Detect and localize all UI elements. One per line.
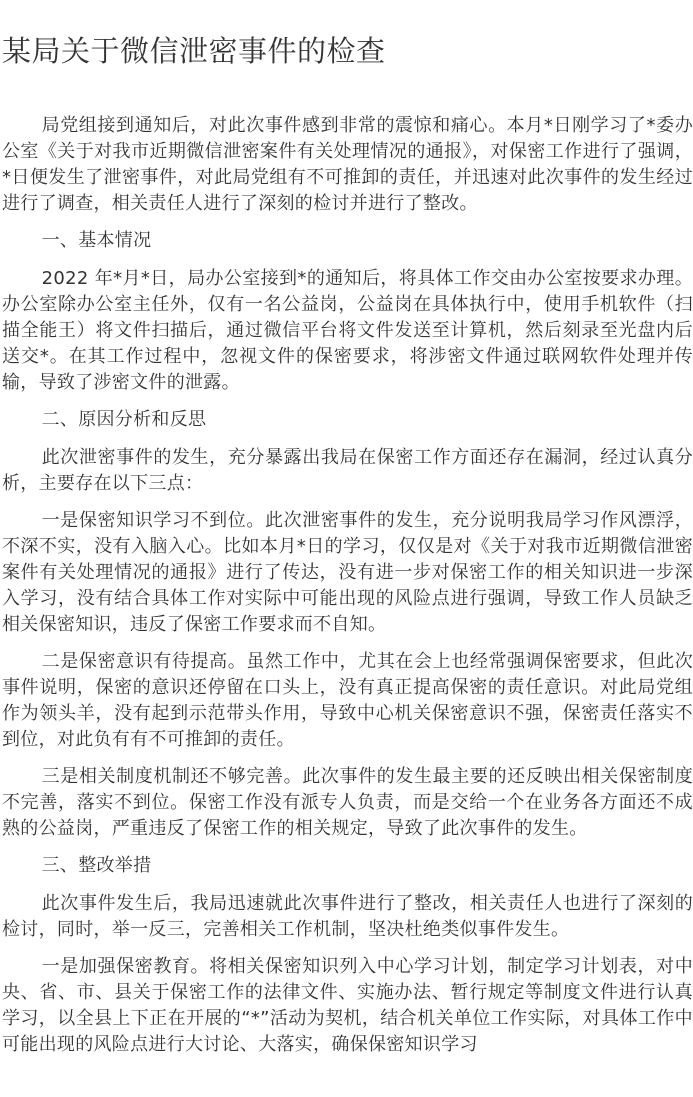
section-heading-rectification: 三、整改举措 [41, 855, 152, 876]
cause-point-2-paragraph: 二是保密意识有待提高。虽然工作中，尤其在会上也经常强调保密要求，但此次事件说明，保密的意识还停留在口头上，没有真正提高保密的责任意识。对此局党组作为领头羊，没有起到示范带头作用，导致中心机关保密意识不强，保密责任落实不到位，对此负有有不可推卸的责任。 [2, 651, 693, 750]
intro-paragraph: 局党组接到通知后，对此次事件感到非常的震惊和痛心。本月*日刚学习了*委办公室《关于对我市近期微信泄密案件有关处理情况的通报》，对保密工作进行了强调，*日便发生了泄密事件，对此局党组有不可推卸的责任，并迅速对此次事件的发生经过进行了调查，相关责任人进行了深刻的检讨并进行了整改。 [2, 115, 693, 214]
document-title: 某局关于微信泄密事件的检查 [2, 34, 386, 68]
rectification-intro-paragraph: 此次事件发生后，我局迅速就此次事件进行了整改，相关责任人也进行了深刻的检讨，同时，举一反三，完善相关工作机制，坚决杜绝类似事件发生。 [2, 893, 693, 940]
document-body [2, 113, 693, 1058]
rectification-point-1-paragraph: 一是加强保密教育。将相关保密知识列入中心学习计划，制定学习计划表，对中央、省、市、县关于保密工作的法律文件、实施办法、暂行规定等制度文件进行认真学习，以全县上下正在开展的“*”活动为契机，结合机关单位工作实际，对具体工作中可能出现的风险点进行大讨论、大落实，确保保密知识学习 [2, 956, 693, 1055]
section-heading-basic-situation: 一、基本情况 [41, 230, 152, 251]
section-heading-cause-analysis: 二、原因分析和反思 [41, 409, 207, 430]
cause-analysis-intro-paragraph: 此次泄密事件的发生，充分暴露出我局在保密工作方面还存在漏洞，经过认真分析，主要存在以下三点： [2, 447, 693, 494]
cause-point-1-paragraph: 一是保密知识学习不到位。此次泄密事件的发生，充分说明我局学习作风漂浮，不深不实，没有入脑入心。比如本月*日的学习，仅仅是对《关于对我市近期微信泄密案件有关处理情况的通报》进行了传达，没有进一步对保密工作的相关知识进一步深入学习，没有结合具体工作对实际中可能出现的风险点进行强调，导致工作人员缺乏相关保密知识，违反了保密工作要求而不自知。 [2, 510, 693, 635]
basic-situation-paragraph: 2022 年*月*日，局办公室接到*的通知后，将具体工作交由办公室按要求办理。办公室除办公室主任外，仅有一名公益岗，公益岗在具体执行中，使用手机软件（扫描全能王）将文件扫描后，通过微信平台将文件发送至计算机，然后刻录至光盘内后送交*。在其工作过程中，忽视文件的保密要求，将涉密文件通过联网软件处理并传输，导致了涉密文件的泄露。 [2, 268, 693, 393]
cause-point-3-paragraph: 三是相关制度机制还不够完善。此次事件的发生最主要的还反映出相关保密制度不完善，落实不到位。保密工作没有派专人负责，而是交给一个在业务各方面还不成熟的公益岗，严重违反了保密工作的相关规定，导致了此次事件的发生。 [2, 766, 693, 839]
